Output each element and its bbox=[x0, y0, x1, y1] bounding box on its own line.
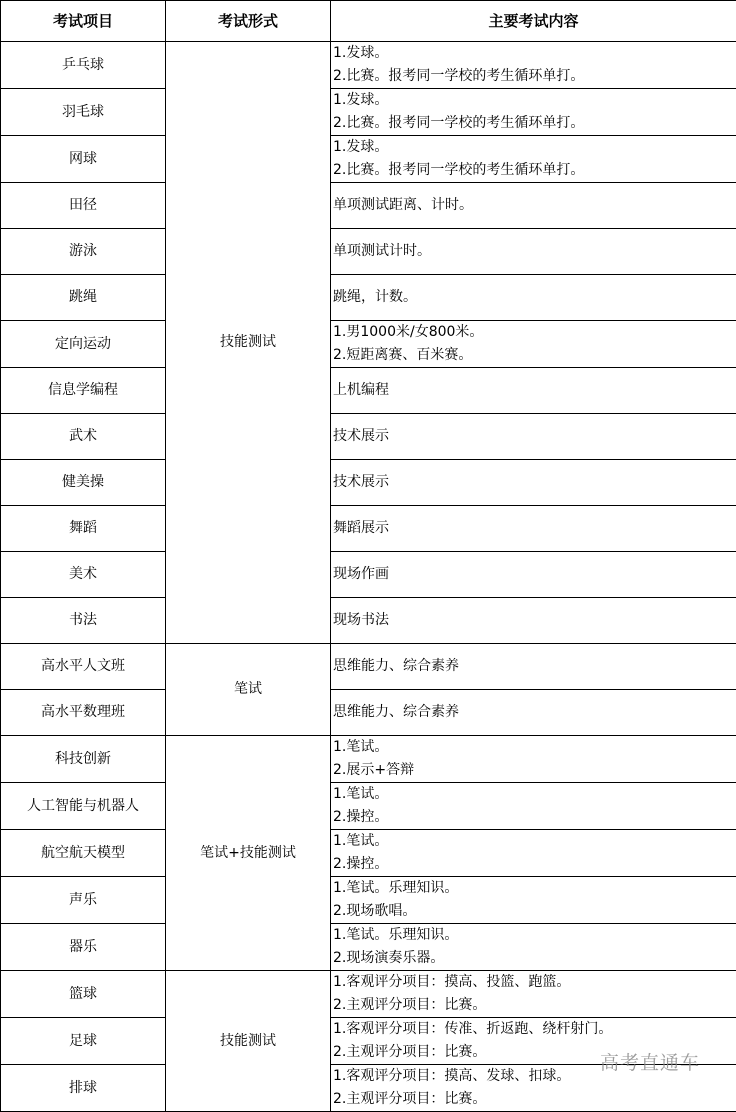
table-row bbox=[1, 275, 736, 321]
table-row bbox=[1, 229, 736, 275]
table-row bbox=[1, 183, 736, 229]
table-row bbox=[1, 924, 736, 971]
table-row bbox=[1, 877, 736, 924]
content-line: 1.笔试。 bbox=[333, 783, 736, 806]
table-row bbox=[1, 42, 736, 89]
table-row bbox=[1, 414, 736, 460]
exam-item: 网球 bbox=[1, 136, 166, 183]
table-row bbox=[1, 971, 736, 1018]
exam-item: 信息学编程 bbox=[1, 368, 166, 414]
exam-item: 田径 bbox=[1, 183, 166, 229]
content-line: 1.客观评分项目：摸高、发球、扣球。 bbox=[333, 1065, 736, 1088]
content-line: 舞蹈展示 bbox=[333, 517, 736, 540]
exam-form: 技能测试 bbox=[166, 42, 331, 644]
header-item: 考试项目 bbox=[1, 1, 166, 42]
content-line: 1.客观评分项目：传准、折返跑、绕杆射门。 bbox=[333, 1018, 736, 1041]
content-line: 2.主观评分项目：比赛。 bbox=[333, 1088, 736, 1111]
header-form: 考试形式 bbox=[166, 1, 331, 42]
table-row bbox=[1, 136, 736, 183]
exam-item: 高水平人文班 bbox=[1, 644, 166, 690]
table-row bbox=[1, 644, 736, 690]
content-line: 2.操控。 bbox=[333, 853, 736, 876]
content-line: 上机编程 bbox=[333, 379, 736, 402]
table-row bbox=[1, 690, 736, 736]
content-line: 1.笔试。乐理知识。 bbox=[333, 924, 736, 947]
table-row bbox=[1, 830, 736, 877]
exam-item: 健美操 bbox=[1, 460, 166, 506]
exam-content bbox=[331, 321, 736, 368]
table-row bbox=[1, 368, 736, 414]
content-line: 1.笔试。乐理知识。 bbox=[333, 877, 736, 900]
watermark: 高考直通车 bbox=[600, 1048, 700, 1075]
exam-content bbox=[331, 598, 736, 644]
content-line: 2.比赛。报考同一学校的考生循环单打。 bbox=[333, 65, 736, 88]
content-line: 技术展示 bbox=[333, 425, 736, 448]
exam-content bbox=[331, 506, 736, 552]
content-line: 技术展示 bbox=[333, 471, 736, 494]
table-body bbox=[1, 42, 736, 1112]
exam-content bbox=[331, 414, 736, 460]
table-row bbox=[1, 506, 736, 552]
exam-item: 武术 bbox=[1, 414, 166, 460]
exam-content bbox=[331, 136, 736, 183]
content-line: 2.主观评分项目：比赛。 bbox=[333, 1041, 736, 1064]
table-row bbox=[1, 552, 736, 598]
exam-content bbox=[331, 877, 736, 924]
content-line: 单项测试距离、计时。 bbox=[333, 194, 736, 217]
header-content: 主要考试内容 bbox=[331, 1, 736, 42]
exam-item: 乒乓球 bbox=[1, 42, 166, 89]
exam-form: 笔试 bbox=[166, 644, 331, 736]
exam-content bbox=[331, 644, 736, 690]
exam-content bbox=[331, 971, 736, 1018]
exam-content bbox=[331, 229, 736, 275]
exam-item: 器乐 bbox=[1, 924, 166, 971]
exam-content bbox=[331, 460, 736, 506]
table-row bbox=[1, 783, 736, 830]
exam-item: 高水平数理班 bbox=[1, 690, 166, 736]
content-line: 1.客观评分项目：摸高、投篮、跑篮。 bbox=[333, 971, 736, 994]
exam-content bbox=[331, 183, 736, 229]
exam-content bbox=[331, 924, 736, 971]
content-line: 现场作画 bbox=[333, 563, 736, 586]
exam-form: 技能测试 bbox=[166, 971, 331, 1112]
table-row bbox=[1, 598, 736, 644]
exam-item: 人工智能与机器人 bbox=[1, 783, 166, 830]
content-line: 现场书法 bbox=[333, 609, 736, 632]
exam-content bbox=[331, 830, 736, 877]
exam-item: 定向运动 bbox=[1, 321, 166, 368]
content-line: 跳绳，计数。 bbox=[333, 286, 736, 309]
exam-content bbox=[331, 89, 736, 136]
content-line: 1.笔试。 bbox=[333, 830, 736, 853]
content-line: 思维能力、综合素养 bbox=[333, 701, 736, 724]
exam-item: 声乐 bbox=[1, 877, 166, 924]
exam-item: 游泳 bbox=[1, 229, 166, 275]
content-line: 2.比赛。报考同一学校的考生循环单打。 bbox=[333, 159, 736, 182]
content-line: 思维能力、综合素养 bbox=[333, 655, 736, 678]
exam-content bbox=[331, 42, 736, 89]
header-row bbox=[1, 1, 736, 42]
exam-content bbox=[331, 783, 736, 830]
content-line: 1.笔试。 bbox=[333, 736, 736, 759]
exam-item: 足球 bbox=[1, 1018, 166, 1065]
exam-item: 书法 bbox=[1, 598, 166, 644]
content-line: 2.现场演奏乐器。 bbox=[333, 947, 736, 970]
content-line: 2.展示+答辩 bbox=[333, 759, 736, 782]
exam-item: 羽毛球 bbox=[1, 89, 166, 136]
content-line: 单项测试计时。 bbox=[333, 240, 736, 263]
content-line: 2.比赛。报考同一学校的考生循环单打。 bbox=[333, 112, 736, 135]
content-line: 1.发球。 bbox=[333, 136, 736, 159]
content-line: 2.现场歌唱。 bbox=[333, 900, 736, 923]
exam-item: 舞蹈 bbox=[1, 506, 166, 552]
exam-form: 笔试+技能测试 bbox=[166, 736, 331, 971]
exam-item: 科技创新 bbox=[1, 736, 166, 783]
exam-item: 航空航天模型 bbox=[1, 830, 166, 877]
exam-content bbox=[331, 736, 736, 783]
exam-item: 跳绳 bbox=[1, 275, 166, 321]
table-row bbox=[1, 321, 736, 368]
content-line: 1.发球。 bbox=[333, 42, 736, 65]
exam-content bbox=[331, 368, 736, 414]
exam-content bbox=[331, 552, 736, 598]
content-line: 2.短距离赛、百米赛。 bbox=[333, 344, 736, 367]
content-line: 1.男1000米/女800米。 bbox=[333, 321, 736, 344]
content-line: 1.发球。 bbox=[333, 89, 736, 112]
exam-item: 排球 bbox=[1, 1065, 166, 1112]
content-line: 2.主观评分项目：比赛。 bbox=[333, 994, 736, 1017]
exam-item: 篮球 bbox=[1, 971, 166, 1018]
table-row bbox=[1, 736, 736, 783]
table-row bbox=[1, 460, 736, 506]
exam-content bbox=[331, 275, 736, 321]
table-row bbox=[1, 89, 736, 136]
exam-content bbox=[331, 690, 736, 736]
exam-item: 美术 bbox=[1, 552, 166, 598]
content-line: 2.操控。 bbox=[333, 806, 736, 829]
